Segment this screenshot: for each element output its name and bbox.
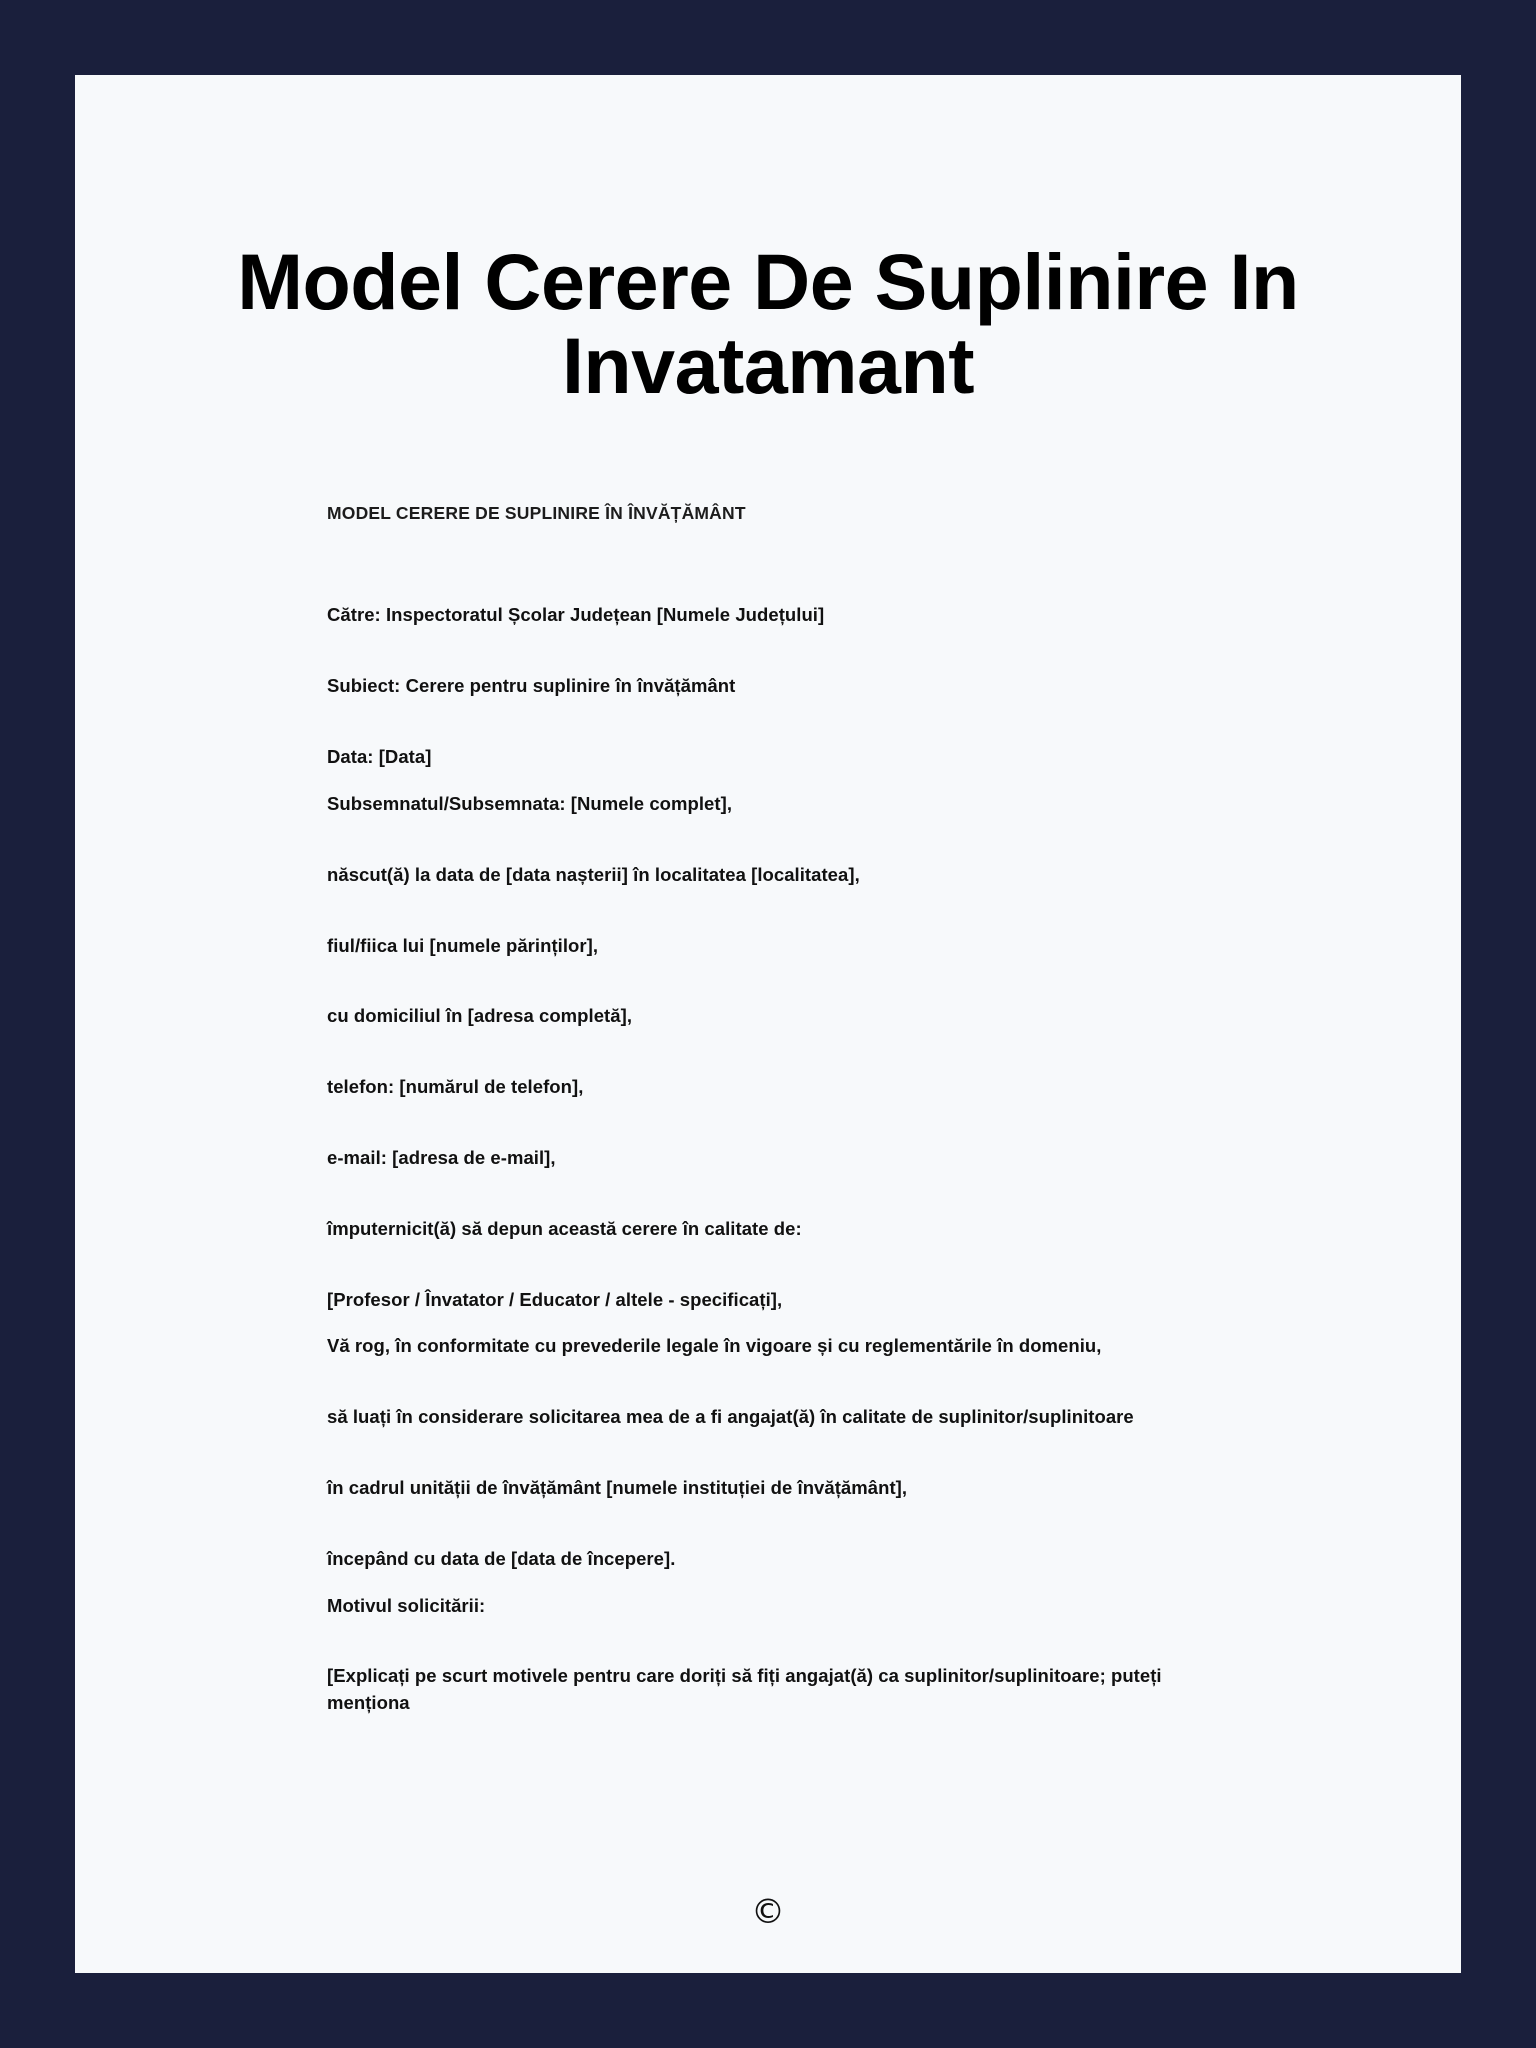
copyright-icon: © xyxy=(751,1892,785,1932)
page-title: Model Cerere De Suplinire In Invatamant xyxy=(237,237,1299,410)
document-line: cu domiciliul în [adresa completă], xyxy=(327,1005,633,1027)
document-line: e-mail: [adresa de e-mail], xyxy=(327,1146,556,1168)
document-line: născut(ă) la data de [data nașterii] în localitatea [localitatea], xyxy=(327,863,860,885)
document-line: în cadrul unității de învățământ [numele instituției de învățământ], xyxy=(327,1477,908,1499)
document-line: fiul/fiica lui [numele părinților], xyxy=(327,934,599,956)
document-line: Subiect: Cerere pentru suplinire în învățământ xyxy=(327,675,736,697)
document-line: începând cu data de [data de începere]. xyxy=(327,1547,676,1569)
document-line: să luați în considerare solicitarea mea de a fi angajat(ă) în calitate de suplinitor/suplinitoare xyxy=(327,1406,1134,1428)
document-line: Vă rog, în conformitate cu prevederile legale în vigoare și cu reglementările în domeniu, xyxy=(327,1335,1102,1357)
document-line: telefon: [numărul de telefon], xyxy=(327,1076,584,1098)
document-line: Către: Inspectoratul Școlar Județean [Numele Județului] xyxy=(327,604,825,626)
document-sheet xyxy=(75,75,1461,1973)
document-line: Data: [Data] xyxy=(327,746,432,768)
document-line: Subsemnatul/Subsemnata: [Numele complet], xyxy=(327,792,733,814)
document-line: Motivul solicitării: xyxy=(327,1594,486,1616)
document-line: [Explicați pe scurt motivele pentru care doriți să fiți angajat(ă) ca suplinitor/suplinitoare; puteți menționa xyxy=(327,1665,1162,1714)
document-heading: MODEL CERERE DE SUPLINIRE ÎN ÎNVĂȚĂMÂNT xyxy=(327,503,746,524)
document-body xyxy=(75,503,1461,1717)
document-line: [Profesor / Învatator / Educator / altele - specificați], xyxy=(327,1288,783,1310)
document-line: împuternicit(ă) să depun această cerere în calitate de: xyxy=(327,1217,802,1239)
